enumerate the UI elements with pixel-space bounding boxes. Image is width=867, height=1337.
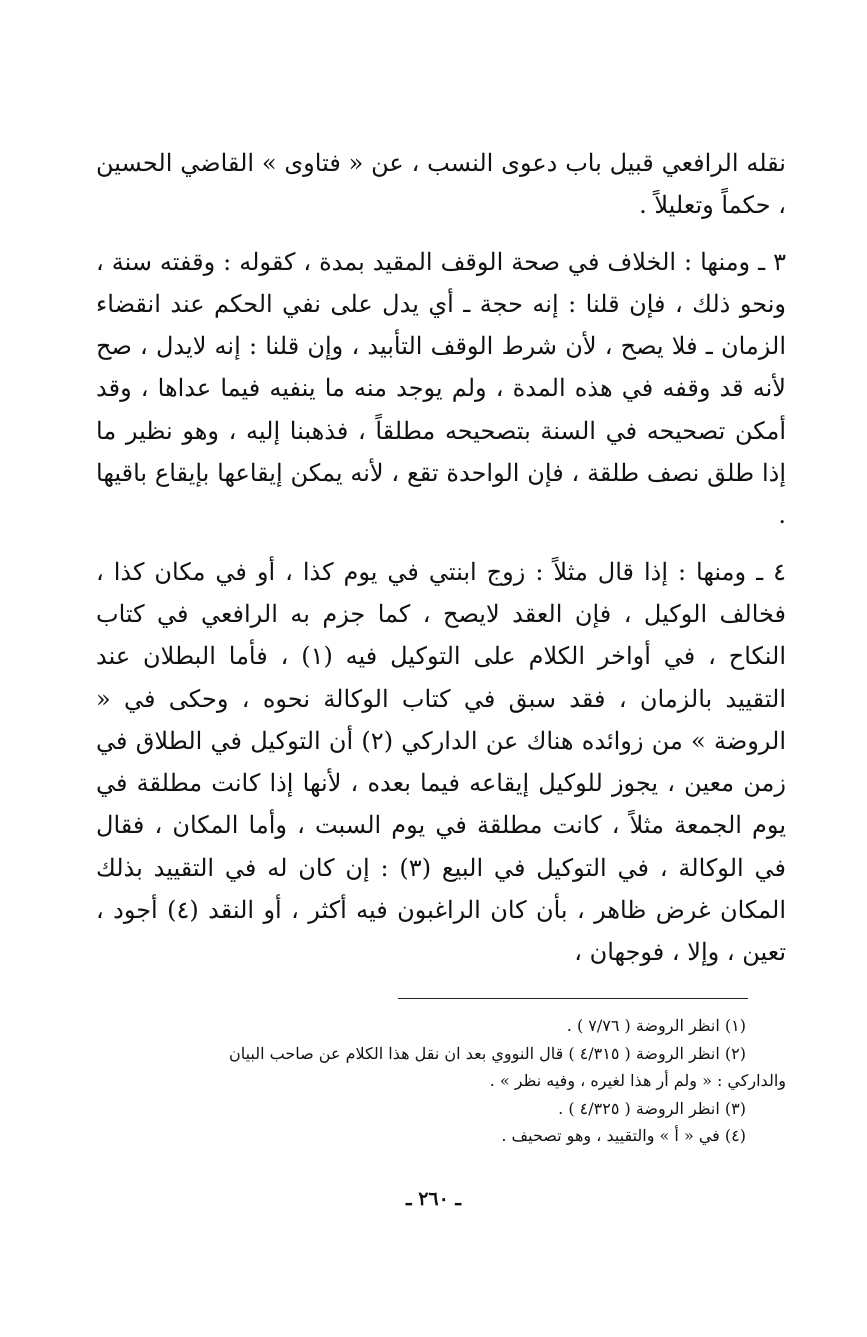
footnotes [96,1012,786,1150]
paragraph-3: ٤ ـ ومنها : إذا قال مثلاً : زوج ابنتي في يوم كذا ، أو في مكان كذا ، فخالف الوكيل ، فإن العقد لايصح ، كما جزم به الرافعي في كتاب النكاح ، في أواخر الكلام على التوكيل فيه (١) ، فأما البطلان عند التقييد بالزمان ، فقد سبق في كتاب الوكالة نحوه ، وحكى في « الروضة » من زوائده هناك عن الداركي (٢) أن التوكيل في الطلاق في زمن معين ، يجوز للوكيل إيقاعه فيما بعده ، لأنها إذا كانت مطلقة في يوم الجمعة مثلاً ، كانت مطلقة في يوم السبت ، وأما المكان ، فقال في الوكالة ، في التوكيل في البيع (٣) : إن كان له في التقييد بذلك المكان غرض ظاهر ، بأن كان الراغبون فيه أكثر ، أو النقد (٤) أجود ، تعين ، وإلا ، فوجهان ، [96,557,787,967]
footnote-1: (١) انظر الروضة ( ٧/٧٦ ) . [566,1016,746,1035]
page-number: ـ ٢٦٠ ـ [406,1188,461,1210]
footnote-divider [398,998,748,999]
paragraph-2: ٣ ـ ومنها : الخلاف في صحة الوقف المقيد بمدة ، كقوله : وقفته سنة ، ونحو ذلك ، فإن قلنا : إنه حجة ـ أي يدل على نفي الحكم عند انقضاء الزمان ـ فلا يصح ، لأن شرط الوقف التأبيد ، وإن قلنا : إنه لايدل ، صح لأنه قد وقفه في هذه المدة ، ولم يوجد منه ما ينفيه فيما عداها ، وقد أمكن تصحيحه في السنة بتصحيحه مطلقاً ، فذهبنا إليه ، وهو نظير ما إذا طلق نصف طلقة ، فإن الواحدة تقع ، لأنه يمكن إيقاعها بإيقاع باقيها . [96,247,786,530]
paragraph-1: نقله الرافعي قبيل باب دعوى النسب ، عن « فتاوى » القاضي الحسين ، حكماً وتعليلاً . [96,149,786,220]
footnote-2-continuation: والداركي : « ولم أر هذا لغيره ، وفيه نظر » . [489,1071,786,1090]
main-text [96,142,786,974]
footnote-2: (٢) انظر الروضة ( ٤/٣١٥ ) قال النووي بعد ان نقل هذا الكلام عن صاحب البيان [228,1043,746,1063]
footnote-3: (٣) انظر الروضة ( ٤/٣٢٥ ) . [558,1098,746,1118]
footnote-4: (٤) في « أ » والتقييد ، وهو تصحيف . [501,1126,746,1145]
